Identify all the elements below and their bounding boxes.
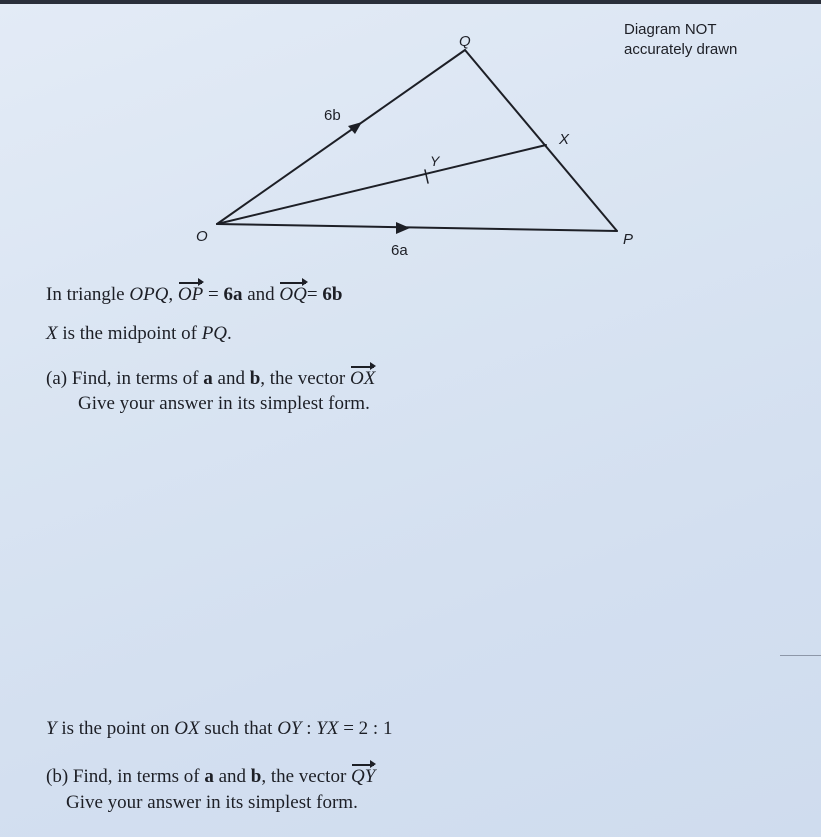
side-qp [465, 50, 617, 231]
ratio-line: Y is the point on OX such that OY : YX = 2 : 1 [46, 718, 393, 739]
part-b-question: (b) Find, in terms of a and b, the vector QY [46, 766, 376, 787]
label-point-o: O [196, 228, 208, 245]
part-a-instruction: Give your answer in its simplest form. [78, 393, 370, 414]
label-point-y: Y [430, 153, 440, 169]
diagram-note [624, 20, 737, 60]
label-side-6b: 6b [324, 107, 341, 124]
label-point-p: P [623, 231, 634, 248]
vector-qy: QY [351, 766, 376, 787]
note-line-1: Diagram NOT [624, 21, 717, 38]
vector-op: OP [177, 284, 204, 305]
side-oq [217, 50, 465, 224]
intro-line: In triangle OPQ, OP = 6a and OQ= 6b [46, 284, 343, 305]
margin-mark [780, 655, 821, 656]
vector-ox: OX [349, 368, 376, 389]
line-ox [217, 145, 546, 224]
tick-y [425, 170, 428, 183]
label-point-x: X [559, 131, 570, 148]
part-b-label: (b) [46, 766, 69, 787]
label-point-q: Q [459, 33, 471, 50]
vector-oq: OQ [279, 284, 307, 305]
arrow-oq [348, 122, 362, 134]
part-a-question: (a) Find, in terms of a and b, the vector OX [46, 368, 376, 389]
midpoint-line: X is the midpoint of PQ. [46, 323, 232, 344]
label-side-6a: 6a [391, 242, 408, 259]
arrow-op [396, 222, 410, 234]
part-a-label: (a) [46, 368, 68, 389]
note-line-2: accurately drawn [624, 41, 738, 58]
part-b-instruction: Give your answer in its simplest form. [66, 792, 358, 813]
side-op [217, 224, 617, 231]
